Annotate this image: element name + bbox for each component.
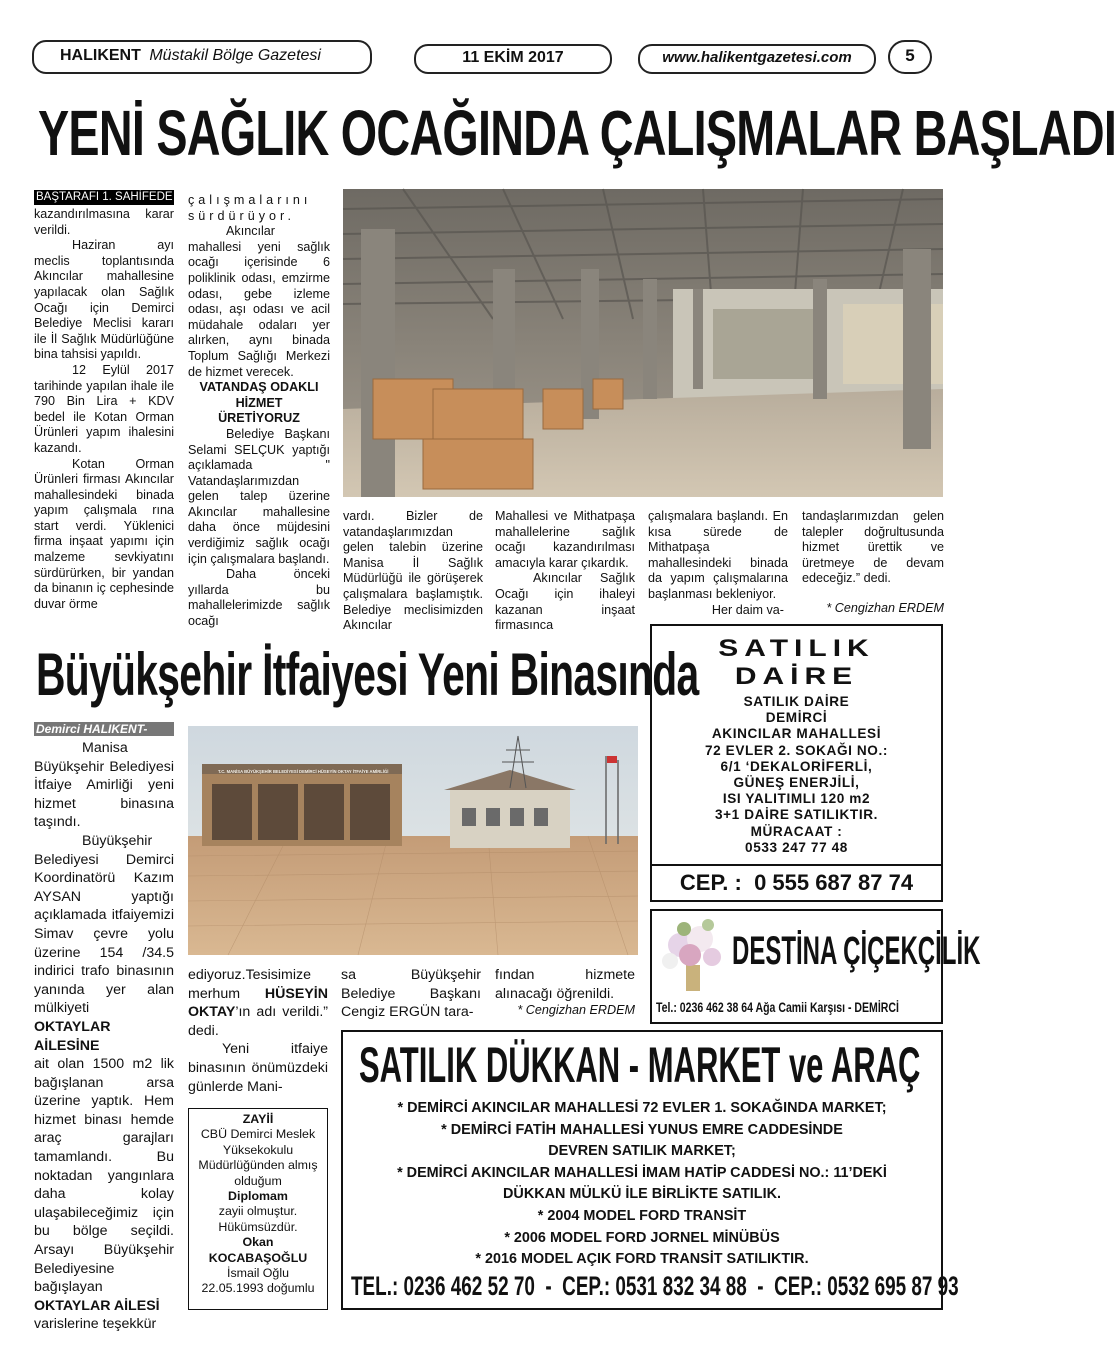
article2-col3-p1: sa Büyükşehir Belediye Başkanı Cengiz ERGÜN tara- [341, 967, 481, 1021]
ad-dukkan-title: SATILIK DÜKKAN - MARKET ve ARAÇ [359, 1037, 921, 1093]
article1-col2 [188, 193, 330, 630]
article2-col1-p2: Büyükşehir Belediyesi Demirci Koordinatörü Kazım AYSAN yaptığı açıklamada itfaiyemizi Simav çevre yolu üzerine 154 /34.5 indirici trafo binasının yanında yer alan mülkiyeti [34, 832, 174, 1017]
paper-name-bold: HALIKENT [60, 47, 141, 64]
article1-col4-p1: Mahallesi ve Mithatpaşa mahallelerine sağlık ocağı kazandırılması amacıyla karar çıkardık. [495, 509, 635, 570]
ad-daire-lines [652, 694, 941, 856]
website: www.halikentgazetesi.com [662, 49, 852, 66]
ad-daire-cep: CEP. : 0 555 687 87 74 [679, 870, 914, 895]
article1-subhead: VATANDAŞ ODAKLI HİZMET ÜRETİYORUZ [199, 380, 319, 426]
article2-col2-p1-b: ’ın adı verildi.” dedi. [188, 1004, 328, 1039]
ad-dukkan-line: * 2004 MODEL FORD TRANSİT [537, 1207, 747, 1224]
zayi-line6: 22.05.1993 doğumlu [201, 1281, 315, 1296]
article1-col5 [648, 509, 788, 618]
fire-station-photo-graphic [188, 726, 638, 955]
article2-signature: * Cengizhan ERDEM [517, 1003, 635, 1018]
ad-daire-line: DEMİRCİ [765, 710, 828, 726]
construction-photo-graphic [343, 189, 943, 497]
ad-daire-line: GÜNEŞ ENERJİLİ, [733, 775, 860, 791]
article2-kicker: Demirci HALIKENT- [34, 722, 174, 736]
ad-dukkan-line: * DEMİRCİ AKINCILAR MAHALLESİ İMAM HATİP CADDESİ NO.: 11’DEKİ [397, 1164, 887, 1181]
flower-bouquet-icon [656, 915, 728, 993]
ad-cicek-footer: Tel.: 0236 462 38 64 Ağa Camii Karşısı - DEMİRCİ [656, 1000, 899, 1015]
article1-col2-p2: Akıncılar mahallesi yeni sağlık ocağı içerisinde 6 poliklinik odası, emzirme odası, gebe izleme odası, aşı odası ve acil müdahale odaları yer alırken, aynı binada Toplum Sağlığı Merkezi de hizmet verecek. [188, 224, 330, 379]
article2-col4-p1: fından hizmete alınacağı öğrenildi. [495, 967, 635, 1002]
article2-col3 [341, 966, 481, 1022]
ad-daire-line: AKINCILAR MAHALLESİ [711, 726, 882, 742]
ad-dukkan-lines [343, 1098, 941, 1271]
ad-satilik-dukkan [341, 1030, 959, 1310]
article1-col1-p1: kazandırılmasına karar verildi. [34, 207, 174, 237]
article2-col2-p1-a: ediyoruz.Tesisimize merhum [188, 967, 311, 1002]
ad-daire-line: 72 EVLER 2. SOKAĞI NO.: [704, 742, 888, 758]
ad-dukkan-line: * DEMİRCİ AKINCILAR MAHALLESİ 72 EVLER 1. SOKAĞINDA MARKET; [397, 1100, 887, 1116]
ad-satilik-daire [650, 624, 943, 902]
ad-dukkan-footer: TEL.: 0236 462 52 70 - CEP.: 0531 832 34 88 - CEP.: 0532 695 87 93 [351, 1271, 959, 1301]
article1-col5-p2: Her daim va- [711, 602, 784, 617]
article2-col2 [188, 966, 328, 1096]
article1-col2-p3: Belediye Başkanı Selami SELÇUK yaptığı açıklamada " Vatandaşlarımızdan gelen talep üzerine Akıncılar mahallesine daha önce müjdesini verdiğimiz sağlık ocağı için çalışmalara başlandı. [188, 426, 330, 566]
article1-col4 [495, 509, 635, 634]
article1-col1-p2: Haziran ayı meclis toplantısında Akıncılar mahallesine yapılacak olan Sağlık Ocağı için Demirci Belediye Meclisi kararı ile İl Sağlık Müdürlüğüne bina tahsisi yapıldı. [34, 238, 174, 362]
zayi-line3: zayii olmuştur. Hükümsüzdür. [218, 1204, 298, 1234]
ad-dukkan-line: DÜKKAN MÜLKÜ İLE BİRLİKTE SATILIK. [503, 1186, 781, 1203]
article2-col2-p1 [188, 966, 328, 1040]
ad-dukkan-line: * 2016 MODEL AÇIK FORD TRANSİT SATILIKTIR. [475, 1251, 809, 1268]
article2-col1-bold2: OKTAYLAR AİLESİ [34, 1297, 160, 1314]
ad-daire-line: SATILIK DAİRE [743, 694, 850, 709]
ad-daire-title2: DAİRE [734, 663, 859, 690]
fire-station-sign: T.C. MANİSA BÜYÜKŞEHİR BELEDİYESİ DEMİRCİ HÜSEYİN OKTAY İTFAİYE AMİRLİĞİ [218, 769, 389, 774]
article2-col1-p4: varislerine teşekkür [34, 1316, 157, 1333]
ad-destina-cicekcilik [650, 909, 981, 1024]
ad-dukkan-line: DEVREN SATILIK MARKET; [548, 1143, 736, 1160]
article2-col4 [495, 966, 635, 1018]
ad-daire-line: 0533 247 77 48 [745, 839, 848, 855]
zayi-line1: CBÜ Demirci Meslek Yüksekokulu Müdürlüğünden almış olduğum [198, 1127, 318, 1188]
zayi-notice [188, 1108, 328, 1310]
article1-col6-p1: tandaşlarımızdan gelen talepler doğrultusunda hizmet ürettik ve üretmeye de devam edeceğiz.” dedi. [802, 509, 944, 586]
ad-dukkan-line: * DEMİRCİ FATİH MAHALLESİ YUNUS EMRE CADDESİNDE [441, 1121, 843, 1138]
ad-daire-line: 3+1 DAİRE SATILIKTIR. [714, 807, 879, 823]
zayi-line5: İsmail Oğlu [227, 1266, 289, 1281]
construction-photo [343, 189, 943, 497]
ad-cicek-name: DESTİNA ÇİÇEKÇİLİK [732, 929, 981, 973]
zayi-line4: Okan KOCABAŞOĞLU [208, 1235, 308, 1265]
paper-name-sub: Müstakil Bölge Gazetesi [149, 47, 321, 64]
article1-kicker: BAŞTARAFI 1. SAHİFEDE [36, 191, 173, 203]
fire-station-photo [188, 726, 638, 955]
article2-col1-p1: Manisa Büyükşehir Belediyesi İtfaiye Amirliği yeni hizmet binasına taşındı. [34, 740, 174, 831]
article1-col2-p1: çalışmalarını sürdürüyor. [188, 193, 312, 223]
ad-daire-line: 6/1 ‘DEKALORİFERLİ, [720, 758, 873, 774]
article2-col1 [34, 722, 174, 1334]
paper-name [60, 41, 321, 71]
article1-col3 [343, 509, 483, 634]
page-number: 5 [905, 46, 915, 65]
article1-col4-p2: Akıncılar Sağlık Ocağı için ihaleyi kazanan inşaat firmasınca [495, 571, 635, 633]
article1-col1 [34, 190, 174, 612]
article2-col2-name: HÜSEYİN OKTAY [188, 985, 328, 1021]
article2-col1-p3: ait olan 1500 m2 lik bağışlanan arsa üzerine yaptık. Hem hizmet binası hemde araç garajları tamamlandı. Bu noktadan yangınlara daha kolay ulaşabileceğimiz için bu bölge seçildi. Arsayı Büyükşehir Belediyesine bağışlayan [34, 1056, 174, 1296]
zayi-title: ZAYİİ [242, 1112, 274, 1126]
page-header [32, 40, 944, 76]
ad-daire-title1: SATILIK [718, 635, 875, 662]
article2-col1-bold1: OKTAYLAR AİLESİNE [34, 1018, 111, 1054]
article1-col1-p3: 12 Eylül 2017 tarihinde yapılan ihale ile 790 Bin Lira + KDV bedel ile Kotan Orman Ürünleri yapım ihalesini kazandı. [34, 362, 174, 455]
article2-headline: Büyükşehir İtfaiyesi Yeni Binasında [36, 641, 699, 708]
article1-signature: * Cengizhan ERDEM [826, 600, 944, 615]
article1-col1-p4: Kotan Orman Ürünleri firması Akıncılar mahallesindeki binada yapım çalışmala rına start verdi. Yüklenici firma inşaat yapımı için malzeme sevkiyatını sürdürürken, bir yandan da binanın iç cephesinde duvar örme [34, 456, 174, 611]
issue-date: 11 EKİM 2017 [462, 49, 564, 66]
ad-daire-line: ISI YALITIMLI 120 m2 [722, 791, 871, 807]
ad-dukkan-line: * 2006 MODEL FORD JORNEL MİNÜBÜS [504, 1229, 780, 1246]
article1-col5-p1: çalışmalara başlandı. En kısa sürede de Mithatpaşa mahallesindeki binada da yapım çalışmalarına başlanması bekleniyor. [648, 509, 788, 601]
article1-col3-p1: vardı. Bizler de vatandaşlarımızdan gelen talebin üzerine Manisa İl Sağlık Müdürlüğü ile görüşerek çalışmalara başlamıştık. Belediye meclisimizden Akıncılar [343, 509, 483, 633]
article1-headline: YENİ SAĞLIK OCAĞINDA ÇALIŞMALAR BAŞLADI [38, 97, 1116, 169]
article2-col2-p2: Yeni itfaiye binasının önümüzdeki günlerde Mani- [188, 1041, 328, 1095]
zayi-line2: Diplomam [228, 1189, 288, 1204]
ad-daire-cep-divider [652, 864, 941, 866]
ad-daire-line: MÜRACAAT : [750, 823, 843, 839]
article1-col6 [802, 509, 944, 617]
article1-col2-p4: Daha önceki yıllarda bu mahallelerimizde sağlık ocağı [188, 567, 330, 629]
